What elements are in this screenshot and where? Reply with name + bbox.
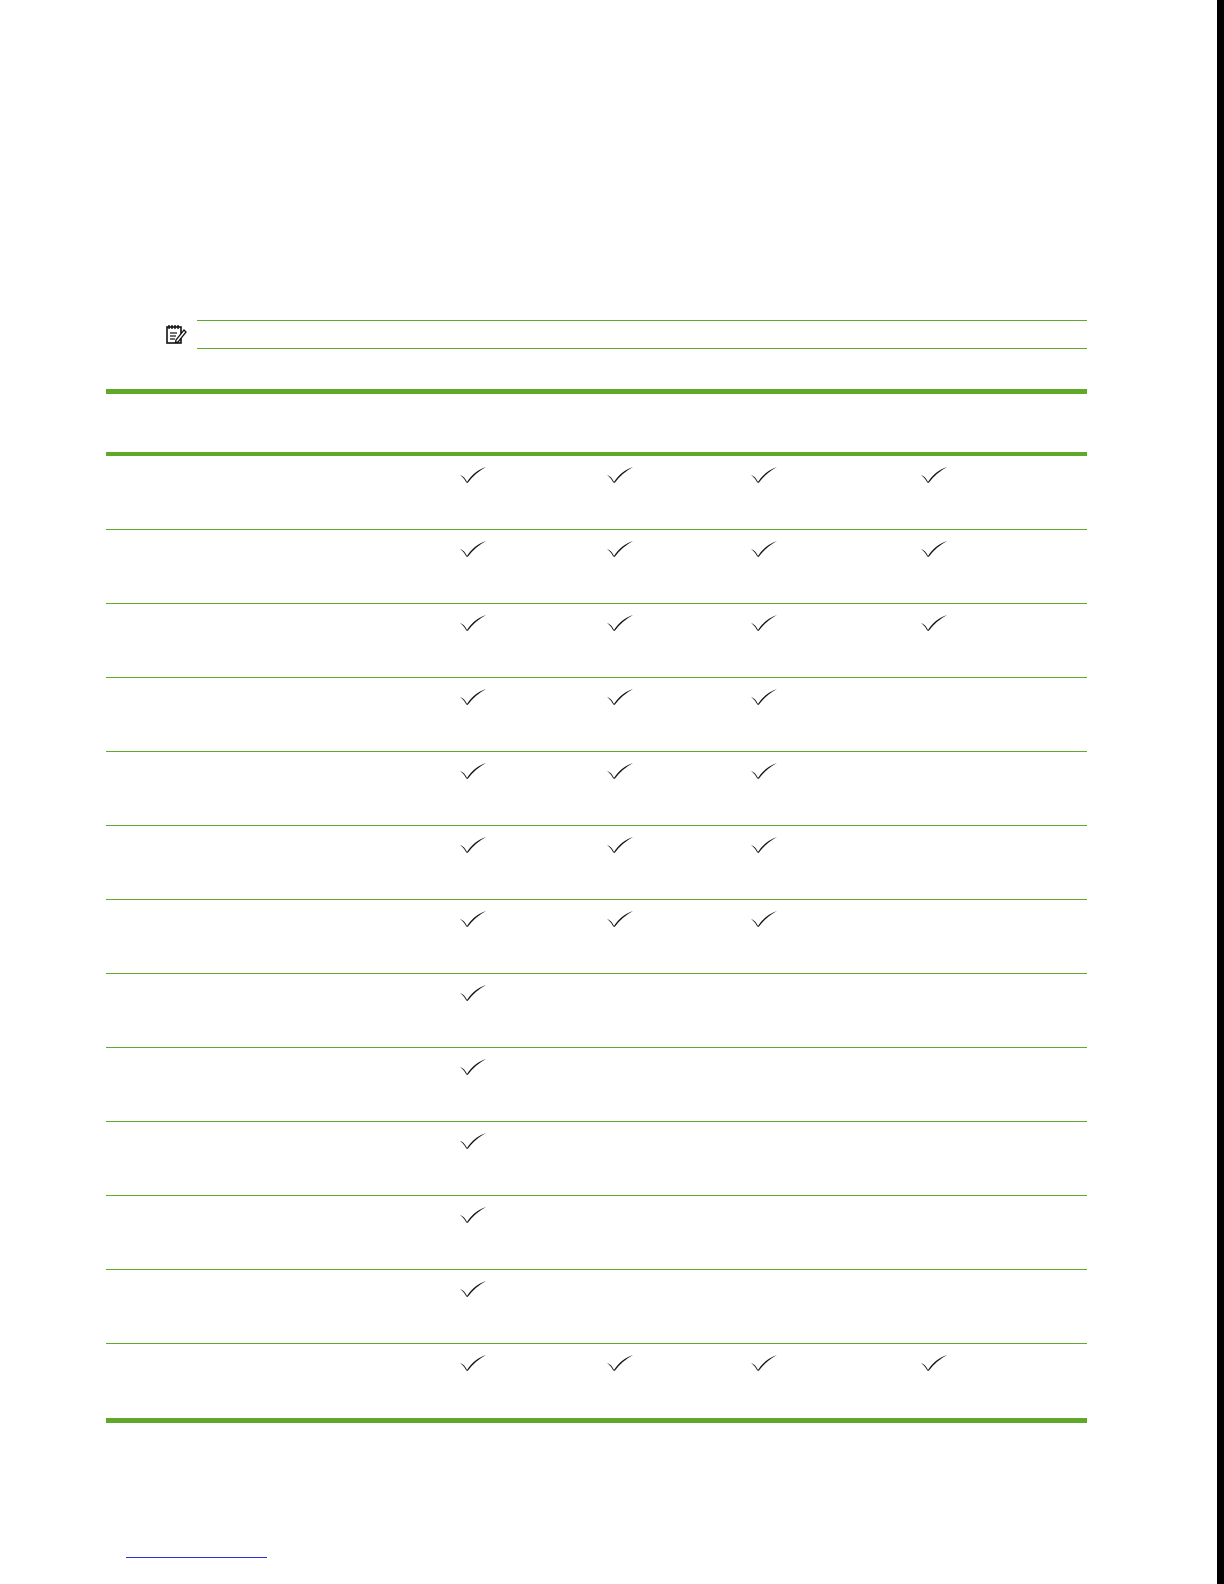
table-row bbox=[106, 1196, 1087, 1270]
checkmark-icon bbox=[458, 1058, 488, 1076]
table-header bbox=[106, 394, 1087, 452]
checkmark-icon bbox=[458, 984, 488, 1002]
checkmark-icon bbox=[605, 614, 635, 632]
checkmark-icon bbox=[458, 466, 488, 484]
table-row bbox=[106, 1122, 1087, 1196]
footer-link-underline[interactable] bbox=[126, 1557, 267, 1558]
table-row bbox=[106, 752, 1087, 826]
checkmark-icon bbox=[749, 910, 779, 928]
checkmark-icon bbox=[605, 688, 635, 706]
checkmark-icon bbox=[458, 1354, 488, 1372]
checkmark-icon bbox=[749, 540, 779, 558]
checkmark-icon bbox=[749, 688, 779, 706]
checkmark-icon bbox=[458, 836, 488, 854]
table-row bbox=[106, 1270, 1087, 1344]
checkmark-icon bbox=[605, 910, 635, 928]
checkmark-icon bbox=[749, 1354, 779, 1372]
note-rule-bottom bbox=[197, 348, 1087, 349]
table-bottom-rule bbox=[106, 1418, 1087, 1423]
table-row bbox=[106, 1048, 1087, 1122]
checkmark-icon bbox=[458, 688, 488, 706]
checkmark-icon bbox=[458, 1132, 488, 1150]
checkmark-icon bbox=[749, 614, 779, 632]
checkmark-icon bbox=[458, 614, 488, 632]
checkmark-icon bbox=[919, 540, 949, 558]
note-icon bbox=[165, 323, 187, 345]
checkmark-icon bbox=[458, 1206, 488, 1224]
checkmark-icon bbox=[458, 910, 488, 928]
table-row bbox=[106, 1344, 1087, 1418]
checkmark-icon bbox=[605, 540, 635, 558]
table-body bbox=[106, 456, 1087, 1418]
note-block bbox=[165, 320, 1087, 350]
checkmark-icon bbox=[605, 466, 635, 484]
checkmark-icon bbox=[749, 466, 779, 484]
table-row bbox=[106, 826, 1087, 900]
table-row bbox=[106, 900, 1087, 974]
checkmark-icon bbox=[605, 762, 635, 780]
checkmark-icon bbox=[458, 1280, 488, 1298]
checkmark-icon bbox=[919, 1354, 949, 1372]
checkmark-icon bbox=[749, 762, 779, 780]
table-row bbox=[106, 530, 1087, 604]
table-row bbox=[106, 456, 1087, 530]
feature-table bbox=[106, 389, 1087, 1423]
page-edge bbox=[1217, 0, 1224, 1584]
checkmark-icon bbox=[919, 614, 949, 632]
checkmark-icon bbox=[919, 466, 949, 484]
checkmark-icon bbox=[458, 540, 488, 558]
table-row bbox=[106, 974, 1087, 1048]
table-row bbox=[106, 678, 1087, 752]
checkmark-icon bbox=[605, 836, 635, 854]
checkmark-icon bbox=[749, 836, 779, 854]
table-row bbox=[106, 604, 1087, 678]
checkmark-icon bbox=[605, 1354, 635, 1372]
note-rule-top bbox=[197, 320, 1087, 321]
checkmark-icon bbox=[458, 762, 488, 780]
